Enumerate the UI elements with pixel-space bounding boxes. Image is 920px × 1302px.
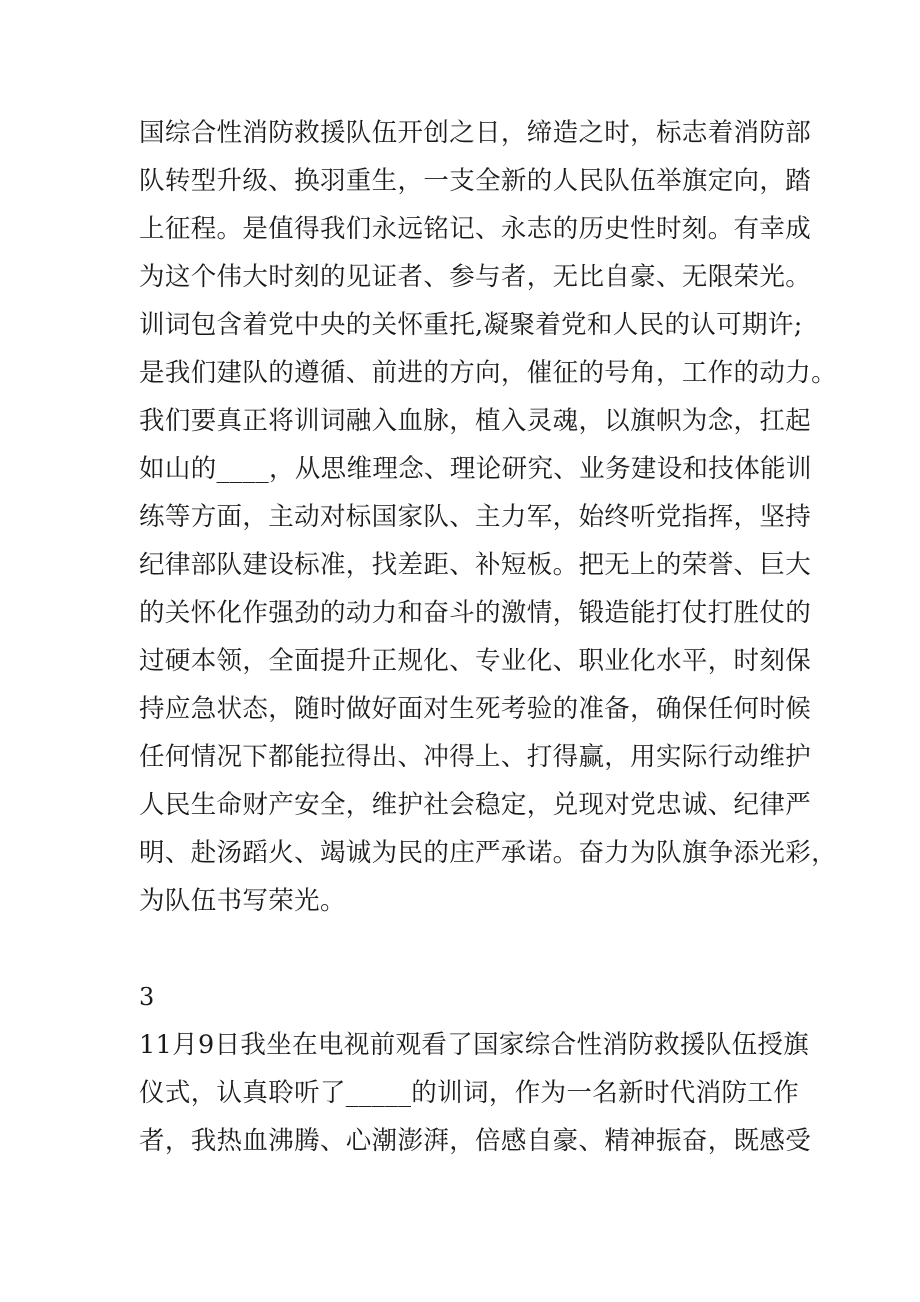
paragraph1-line-5: 训词包含着党中央的关怀重托,凝聚着党和人民的认可期许; [139, 310, 803, 340]
paragraph1-line-6: 是我们建队的遵循、前进的方向，催征的号角，工作的动力。 [139, 358, 837, 388]
paragraph1-line-3: 上征程。是值得我们永远铭记、永志的历史性时刻。有幸成 [139, 214, 812, 244]
paragraph1-line-14: 任何情况下都能拉得出、冲得上、打得赢，用实际行动维护 [139, 742, 812, 772]
paragraph2-line-1: 11月9日我坐在电视前观看了国家综合性消防救援队伍授旗 [139, 1030, 810, 1060]
paragraph1-line-9: 练等方面，主动对标国家队、主力军，始终听党指挥，坚持 [139, 502, 812, 532]
paragraph1-line-17: 为队伍书写荣光。 [139, 886, 346, 916]
paragraph1-line-8: 如山的____，从思维理念、理论研究、业务建设和技体能训 [139, 454, 812, 484]
paragraph1-line-2: 队转型升级、换羽重生，一支全新的人民队伍举旗定向，踏 [139, 166, 812, 196]
paragraph2-line-3: 者，我热血沸腾、心潮澎湃，倍感自豪、精神振奋，既感受 [139, 1126, 812, 1156]
paragraph1-line-15: 人民生命财产安全，维护社会稳定，兑现对党忠诚、纪律严 [139, 790, 812, 820]
paragraph1-line-12: 过硬本领，全面提升正规化、专业化、职业化水平，时刻保 [139, 646, 812, 676]
paragraph2-line-2: 仪式，认真聆听了_____的训词，作为一名新时代消防工作 [139, 1078, 800, 1108]
section-number: 3 [139, 983, 155, 1011]
paragraph1-line-7: 我们要真正将训词融入血脉，植入灵魂，以旗帜为念，扛起 [139, 406, 812, 436]
paragraph1-line-1: 国综合性消防救援队伍开创之日，缔造之时，标志着消防部 [139, 118, 812, 148]
paragraph1-line-11: 的关怀化作强劲的动力和奋斗的激情，锻造能打仗打胜仗的 [139, 598, 812, 628]
paragraph1-line-13: 持应急状态，随时做好面对生死考验的准备，确保任何时候 [139, 694, 812, 724]
paragraph1-line-4: 为这个伟大时刻的见证者、参与者，无比自豪、无限荣光。 [139, 262, 812, 292]
paragraph1-line-16: 明、赴汤蹈火、竭诚为民的庄严承诺。奋力为队旗争添光彩， [139, 838, 837, 868]
paragraph1-line-10: 纪律部队建设标准，找差距、补短板。把无上的荣誉、巨大 [139, 550, 812, 580]
